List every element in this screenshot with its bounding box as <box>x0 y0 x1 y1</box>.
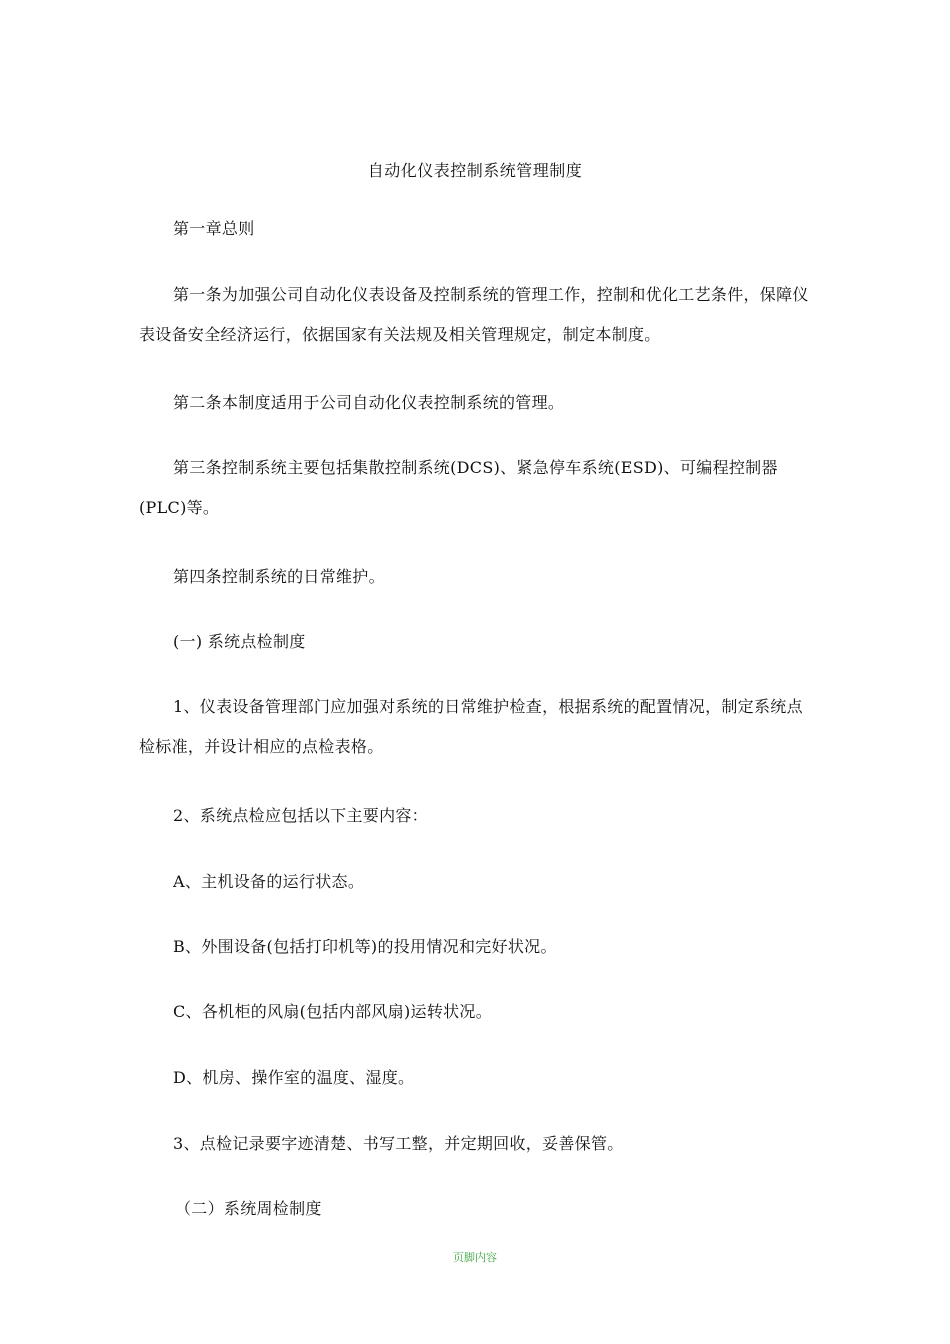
page-footer: 页脚内容 <box>453 1251 497 1264</box>
article-4: 第四条控制系统的日常维护。 <box>173 567 385 586</box>
item-d: D、机房、操作室的温度、湿度。 <box>173 1068 415 1087</box>
item-2: 2、系统点检应包括以下主要内容： <box>173 806 428 825</box>
item-a: A、主机设备的运行状态。 <box>173 872 365 891</box>
article-2: 第二条本制度适用于公司自动化仪表控制系统的管理。 <box>173 393 565 412</box>
article-1: 第一条为加强公司自动化仪表设备及控制系统的管理工作，控制和优化工艺条件，保障仪表设备安全经济运行，依据国家有关法规及相关管理规定，制定本制度。 <box>139 285 809 344</box>
item-1: 1、仪表设备管理部门应加强对系统的日常维护检查，根据系统的配置情况，制定系统点检标准，并设计相应的点检表格。 <box>139 697 803 756</box>
document-title: 自动化仪表控制系统管理制度 <box>367 161 583 180</box>
item-3: 3、点检记录要字迹清楚、书写工整，并定期回收，妥善保管。 <box>173 1134 624 1153</box>
section-2-heading: （二）系统周检制度 <box>175 1199 322 1218</box>
article-3: 第三条控制系统主要包括集散控制系统(DCS)、紧急停车系统(ESD)、可编程控制器(PLC)等。 <box>139 458 778 517</box>
item-c: C、各机柜的风扇(包括内部风扇)运转状况。 <box>173 1002 493 1021</box>
chapter-heading: 第一章总则 <box>173 219 255 238</box>
section-1-heading: (一) 系统点检制度 <box>173 632 306 651</box>
item-b: B、外围设备(包括打印机等)的投用情况和完好状况。 <box>173 937 557 956</box>
